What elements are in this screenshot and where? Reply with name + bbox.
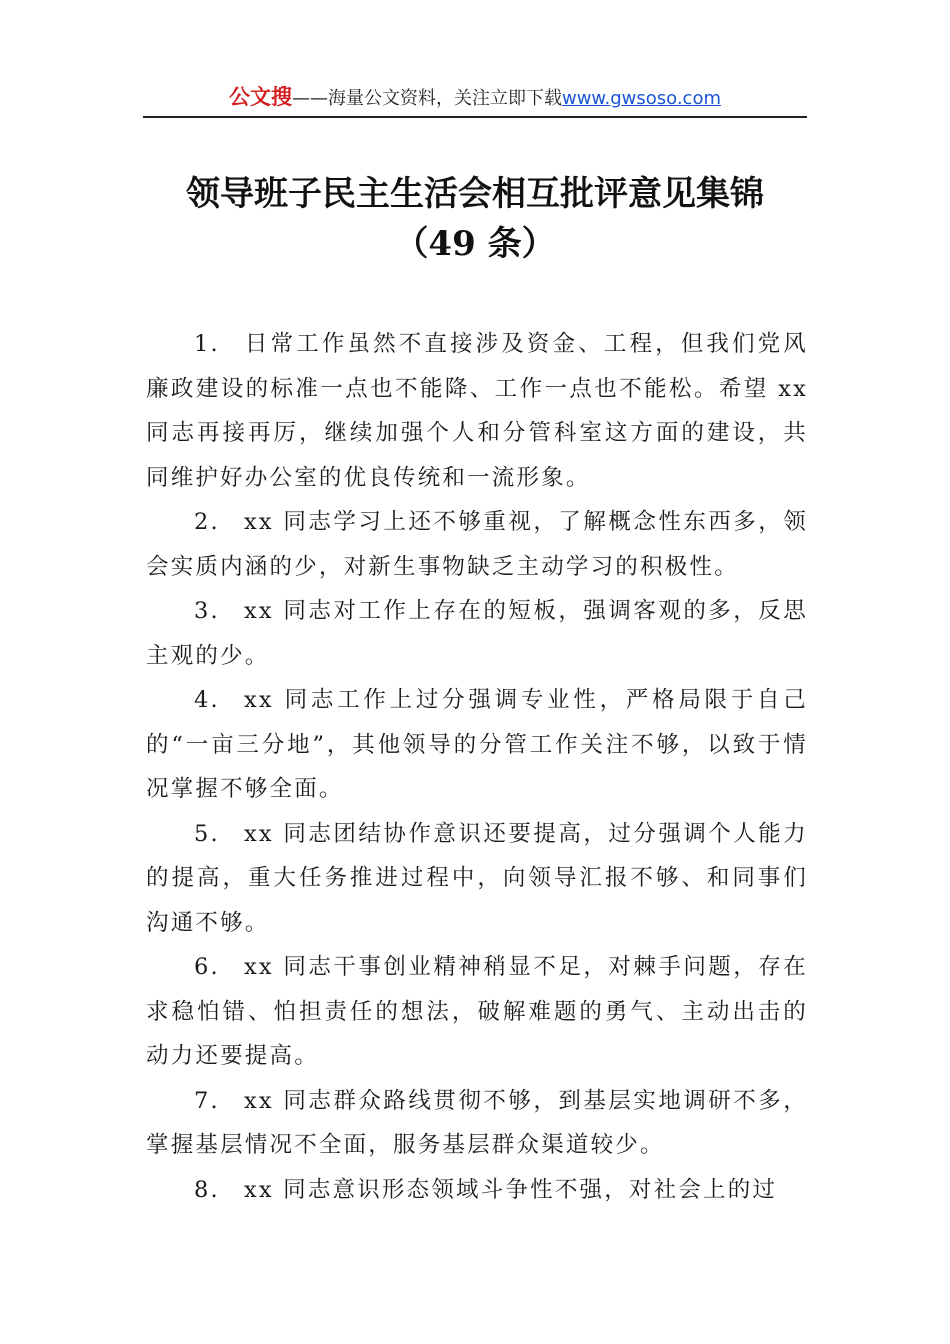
document-subtitle-count: （49 条） [394, 224, 556, 264]
item-text: xx 同志意识形态领域斗争性不强，对社会上的过 [244, 1176, 778, 1203]
document-body [146, 322, 808, 1212]
item-number: 1. [194, 331, 220, 357]
item-text: xx 同志群众路线贯彻不够，到基层实地调研不多，掌握基层情况不全面，服务基层群众渠道较少。 [146, 1087, 808, 1158]
item-text: xx 同志对工作上存在的短板，强调客观的多，反思主观的少。 [146, 598, 808, 669]
item-number: 3. [194, 598, 220, 624]
list-item [146, 1168, 808, 1213]
list-item [146, 589, 808, 678]
item-number: 6. [194, 954, 220, 980]
list-item [146, 812, 808, 946]
list-item [146, 322, 808, 500]
item-number: 5. [194, 820, 220, 847]
item-number: 8. [194, 1176, 220, 1203]
list-item [146, 945, 808, 1079]
site-link[interactable]: www.gwsoso.com [561, 88, 721, 109]
item-number: 4. [194, 687, 220, 713]
item-text: xx 同志工作上过分强调专业性，严格局限于自己的“一亩三分地”，其他领导的分管工作关注不够，以致于情况掌握不够全面。 [146, 687, 808, 802]
item-text: 日常工作虽然不直接涉及资金、工程，但我们党风廉政建设的标准一点也不能降、工作一点也不能松。希望 xx 同志再接再厉，继续加强个人和分管科室这方面的建设，共同维护好办公室的优良传统和一流形象。 [146, 331, 808, 491]
item-text: xx 同志团结协作意识还要提高，过分强调个人能力的提高，重大任务推进过程中，向领导汇报不够、和同事们沟通不够。 [146, 820, 808, 936]
item-number: 2. [194, 509, 220, 535]
page-header [143, 80, 807, 118]
item-text: xx 同志学习上还不够重视，了解概念性东西多，领会实质内涵的少，对新生事物缺乏主动学习的积极性。 [146, 509, 808, 580]
list-item [146, 500, 808, 589]
header-tagline: ——海量公文资料，关注立即下载 [291, 88, 562, 109]
list-item [146, 678, 808, 812]
list-item [146, 1079, 808, 1168]
item-number: 7. [194, 1087, 220, 1114]
document-title: 领导班子民主生活会相互批评意见集锦 [186, 174, 764, 214]
brand-logo-text: 公文搜 [228, 85, 292, 109]
item-text: xx 同志干事创业精神稍显不足，对棘手问题，存在求稳怕错、怕担责任的想法，破解难题的勇气、主动出击的动力还要提高。 [146, 954, 808, 1069]
